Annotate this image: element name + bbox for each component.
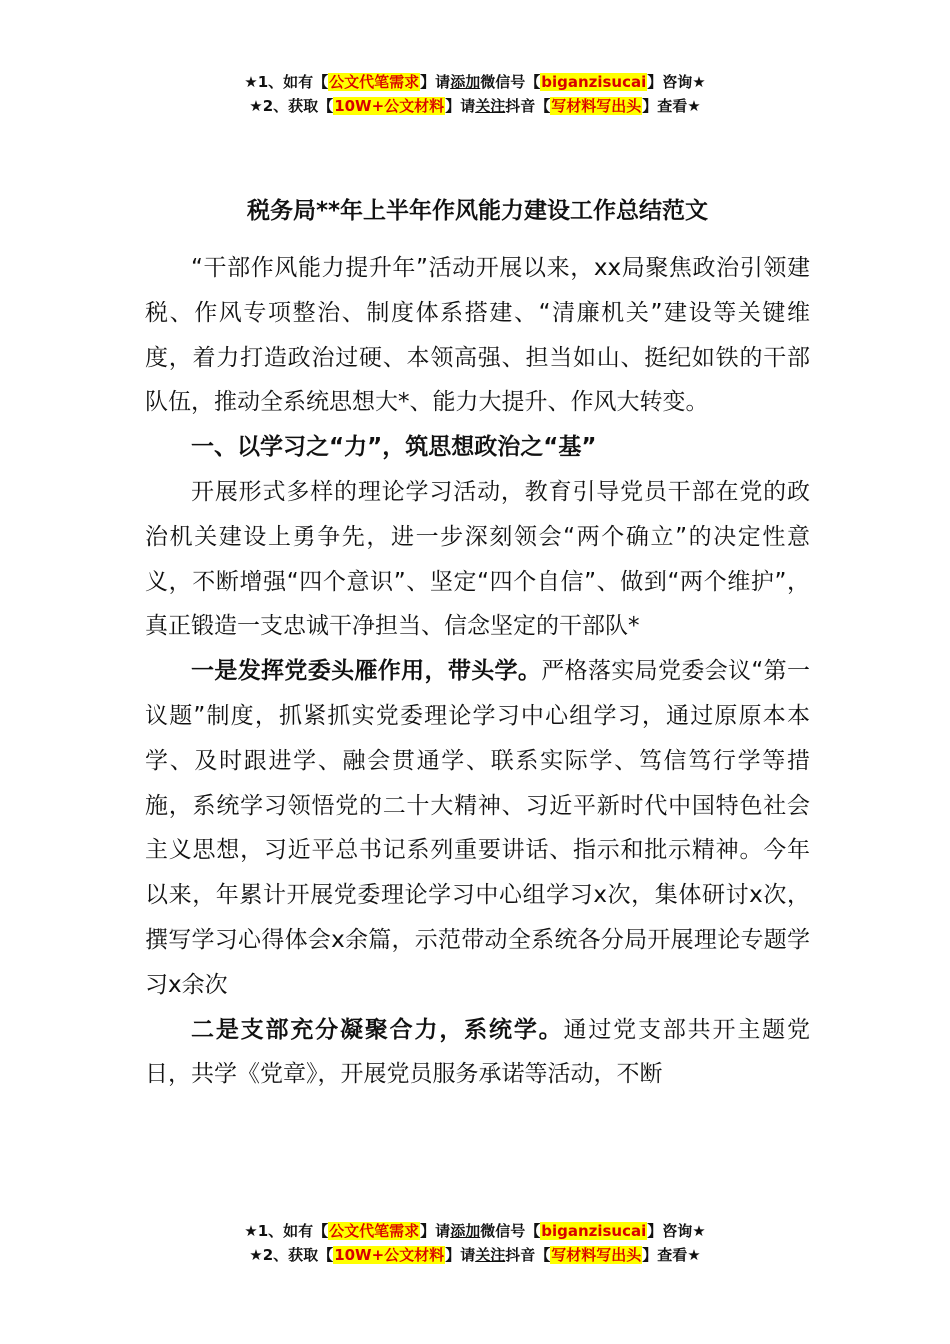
point-body: 通过党支部共开主题党日，共学《党章》，开展党员服务承诺等活动，不断	[145, 1016, 811, 1088]
intro-paragraph: “干部作风能力提升年”活动开展以来，xx局聚焦政治引领建税、作风专项整治、制度体系搭建、“清廉机关”建设等关键维度，着力打造政治过硬、本领高强、担当如山、挺纪如铁的干部队伍，推动全系统思想大*、能力大提升、作风大转变。	[145, 255, 810, 416]
document-title: 税务局**年上半年作风能力建设工作总结范文	[246, 198, 709, 224]
point-paragraph	[145, 1008, 810, 1098]
bottom-promo-banner	[0, 1219, 950, 1267]
promo-highlight: 公文代笔需求	[329, 1222, 420, 1240]
douyin-id: 写材料写出头	[551, 1246, 642, 1264]
document-body	[145, 190, 810, 1097]
point-lead: 一是发挥党委头雁作用，带头学。	[191, 658, 542, 685]
point-body: 严格落实局党委会议“第一议题”制度，抓紧抓实党委理论学习中心组学习，通过原原本本学、及时跟进学、融会贯通学、联系实际学、笃信笃行学等措施，系统学习领悟党的二十大精神、习近平新时代中国特色社会主义思想，习近平总书记系列重要讲话、指示和批示精神。今年以来，年累计开展党委理论学习中心组学习x次，集体研讨x次，撰写学习心得体会x余篇，示范带动全系统各分局开展理论专题学习x余次	[145, 658, 811, 998]
section-intro-paragraph: 开展形式多样的理论学习活动，教育引导党员干部在党的政治机关建设上勇争先，进一步深刻领会“两个确立”的决定性意义，不断增强“四个意识”、坚定“四个自信”、做到“两个维护”，真正锻造一支忠诚干净担当、信念坚定的干部队*	[145, 478, 810, 640]
promo-line-2: ★2、获取【10W+公文材料】请关注抖音【写材料写出头】查看★	[249, 1246, 701, 1264]
wechat-id: biganzisucai	[541, 1222, 647, 1240]
section-heading: 一、以学习之“力”，筑思想政治之“基”	[191, 434, 597, 461]
promo-highlight: 10W+公文材料	[334, 1246, 445, 1264]
promo-line-1: ★1、如有【公文代笔需求】请添加微信号【biganzisucai】咨询★	[244, 73, 706, 91]
promo-highlight: 公文代笔需求	[329, 73, 420, 91]
point-paragraph	[145, 649, 810, 1007]
top-promo-banner	[0, 70, 950, 118]
wechat-id: biganzisucai	[541, 73, 647, 91]
point-lead: 二是支部充分凝聚合力，系统学。	[191, 1016, 564, 1043]
promo-highlight: 10W+公文材料	[334, 97, 445, 115]
douyin-id: 写材料写出头	[551, 97, 642, 115]
promo-line-2: ★2、获取【10W+公文材料】请关注抖音【写材料写出头】查看★	[249, 97, 701, 115]
promo-line-1: ★1、如有【公文代笔需求】请添加微信号【biganzisucai】咨询★	[244, 1222, 706, 1240]
